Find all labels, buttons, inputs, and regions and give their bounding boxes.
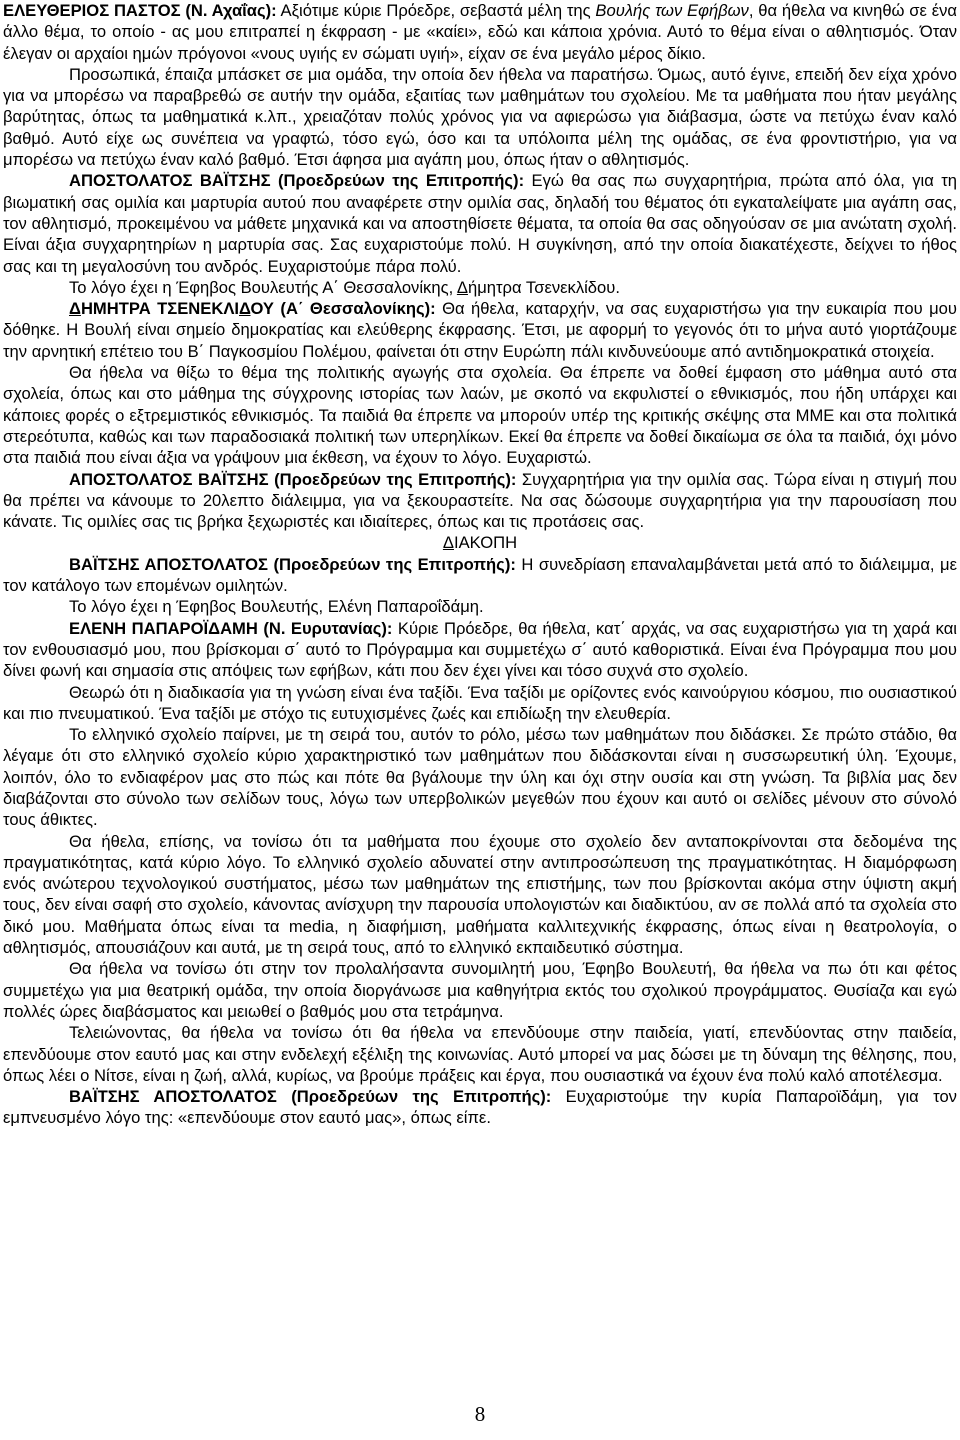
- speaker-name: ΑΠΟΣΤΟΛΑΤΟΣ ΒΑΪΤΣΗΣ (Προεδρεύων της Επιτροπής):: [69, 469, 517, 489]
- speaker-name: ΒΑΪΤΣΗΣ ΑΠΟΣΤΟΛΑΤΟΣ (Προεδρεύων της Επιτροπής):: [69, 1087, 552, 1107]
- text-run: Δ: [442, 533, 454, 553]
- page-number: 8: [474, 1402, 486, 1426]
- paragraph: [3, 298, 957, 362]
- text-run: Αξιότιμε κύριε Πρόεδρε, σεβαστά μέλη της: [276, 1, 596, 20]
- speaker-name: ΗΜΗΤΡΑ ΤΣΕΝΕΚΛΙ: [80, 299, 239, 319]
- text-run: Εγώ θα σας πω συγχαρητήρια, πρώτα από όλα, για τη βιωματική σας ομιλία και μαρτυρία αυτού που αναφέρετε στην ομιλία σας, δηλαδή του θέματος ότι εγκαταλείψατε μια αγάπη σας, τον αθλητισμό, προκειμένου να μάθετε μηχανικά και να αποστηθίσετε θέματα, τα οποία θα σας οδηγούσαν σε μια ανώτατη σχολή. Είναι άξια συγχαρητηρίων η μαρτυρία σας. Σας ευχαριστούμε πολύ. Η συγκίνηση, από την οποία διακατέχεστε, δείχνει το ήθος σας και τη μεγαλοσύνη του ανδρός. Ευχαριστούμε πάρα πολύ.: [3, 171, 958, 276]
- paragraph: [3, 958, 957, 1022]
- text-run: ήμητρα Τσενεκλίδου.: [467, 277, 620, 297]
- text-run: Τελειώνοντας, θα ήθελα να τονίσω ότι θα ήθελα να επενδύουμε στην παιδεία, γιατί, επενδύοντας στην παιδεία, επενδύουμε στον εαυτό μας και στην ενδελεχή εξέλιξη της κοινωνίας. Αυτό μπορεί να μας δώσει με τη δύναμη της θέλησης, που, όπως λέει ο Νίτσε, είναι η ζωή, αλλά, κυρίως, να βρούμε πράξεις και έργα, που ουσιαστικά να έχουν ένα πολύ καλό αποτέλεσμα.: [3, 1023, 957, 1085]
- speaker-name: ΕΛΕΥΘΕΡΙΟΣ ΠΑΣΤΟΣ (Ν. Αχαΐας):: [3, 1, 277, 20]
- section-break-heading: [3, 532, 957, 553]
- text-run: Θα ήθελα, καταρχήν, να σας ευχαριστήσω για την ευκαιρία που μου δόθηκε. Η Βουλή είναι σημείο δημοκρατίας και ελεύθερης έκφρασης. Έτσι, με αφορμή το γεγονός ότι το μήνα αυτό γιορτάζουμε την αρνητική επέτειο του Β΄ Παγκοσμίου Πολέμου, φαίνεται ότι στην Ευρώπη πάλι κινδυνεύουμε από αντιδημοκρατικά στοιχεία.: [3, 299, 957, 361]
- text-run: Δ: [456, 277, 468, 297]
- speaker-name: ΒΑΪΤΣΗΣ ΑΠΟΣΤΟΛΑΤΟΣ (Προεδρεύων της Επιτροπής):: [69, 554, 516, 574]
- paragraph: [3, 596, 957, 617]
- speaker-name: Δ: [239, 299, 251, 319]
- text-run: Συγχαρητήρια για την ομιλία σας. Τώρα είναι η στιγμή που θα πρέπει να κάνουμε το 20λεπτο διάλειμμα, για να ξεκουραστείτε. Να σας δώσουμε συγχαρητήρια για την παρουσίαση που κάνατε. Τις ομιλίες σας τις βρήκα ξεχωριστές και ιδιαίτερες, όπως και τις προτάσεις σας.: [3, 469, 957, 532]
- text-run: Το λόγο έχει η Έφηβος Βουλευτής, Ελένη Παπαροΐδάμη.: [69, 597, 484, 617]
- speaker-name: ΟΥ (Α΄ Θεσσαλονίκης):: [250, 299, 436, 319]
- paragraph: [3, 618, 957, 682]
- text-run: Η συνεδρίαση επαναλαμβάνεται μετά από το διάλειμμα, με τον κατάλογο των επομένων ομιλητών.: [3, 554, 957, 596]
- speaker-name: Δ: [69, 299, 81, 319]
- text-run: ΙΑΚΟΠΗ: [453, 533, 518, 553]
- paragraph: [3, 724, 957, 830]
- text-run: Θα ήθελα να τονίσω ότι στην τον προλαλήσαντα συνομιλητή μου, Έφηβο Βουλευτή, θα ήθελα να πω ότι και φέτος συμμετέχω για μια θεατρική ομάδα, την οποία διοργάνωσε μια καθηγήτρια εκτός του σχολικού προγράμματος. Θυσίαζα και εγώ πολλές ώρες διαβάσματος και μειωθεί ο βαθμός μου στα τετράμηνα.: [3, 959, 957, 1021]
- paragraph: [3, 170, 957, 276]
- speaker-name: ΑΠΟΣΤΟΛΑΤΟΣ ΒΑΪΤΣΗΣ (Προεδρεύων της Επιτροπής):: [69, 171, 525, 191]
- text-run: Προσωπικά, έπαιζα μπάσκετ σε μια ομάδα, την οποία δεν ήθελα να παρατήσω. Όμως, αυτό έγινε, επειδή δεν είχα χρόνο για να μπορέσω να παραβρεθώ σε αυτήν την ομάδα, εξαιτίας των μαθημάτων του σχολείου. Με τα μαθήματα που ήταν μεγάλης βαρύτητας, όπως τα μαθηματικά κ.λπ., χρειαζόταν πολύς χρόνος για να αφιερώσω για διάβασμα, ώστε να πετύχω έναν καλό βαθμό. Αυτό είχε ως συνέπεια να γραφτώ, τόσο εγώ, όσο και τα υπόλοιπα μέλη της ομάδας, σε ένα φροντιστήριο, για να μπορέσω να πετύχω έναν καλό βαθμό. Έτσι άφησα μια αγάπη μου, όπως ήταν ο αθλητισμός.: [3, 64, 957, 170]
- speaker-name: ΕΛΕΝΗ ΠΑΠΑΡΟΪΔΑΜΗ (Ν. Ευρυτανίας):: [69, 618, 393, 638]
- paragraph: [3, 831, 957, 959]
- paragraph: [3, 0, 957, 64]
- document-body: [3, 0, 957, 1129]
- text-run: , θα ήθελα να κινηθώ σε ένα άλλο θέμα, το οποίο - ας μου επιτραπεί η έκφραση - με «καίει», εδώ και κάποια χρόνια. Αυτό το θέμα είναι ο αθλητισμός. Όταν έλεγαν οι αρχαίοι ημών πρόγονοι «νους υγιής εν σώματι υγιή», είχαν σε ένα μεγάλο μέρος δίκιο.: [3, 1, 957, 63]
- text-run: Το ελληνικό σχολείο παίρνει, με τη σειρά του, αυτόν το ρόλο, μέσω των μαθημάτων που διδάσκει. Σε πρώτο στάδιο, θα λέγαμε ότι στο ελληνικό σχολείο κύριο χαρακτηριστικό των μαθημάτων που διδάσκονται είναι η συσσωρευτική ύλη. Έχουμε, λοιπόν, όλο το ενδιαφέρον μας στο πώς και πότε θα βγάλουμε την ύλη και όχι στην ουσία και στη γνώση. Τα βιβλία μας δεν διαβάζονται στο σύνολο των σελίδων τους, λόγω των υπερβολικών μεγεθών που έχουν και αυτό οι σελίδες μένουν στο σύνολό τους άθικτες.: [3, 725, 957, 830]
- paragraph: [3, 682, 957, 725]
- paragraph: [3, 362, 957, 468]
- text-run: Το λόγο έχει η Έφηβος Βουλευτής Α΄ Θεσσαλονίκης,: [69, 277, 457, 297]
- text-run: Ευχαριστούμε την κυρία Παπαροϊδάμη, για τον εμπνευσμένο λόγο της: «επενδύουμε στον εαυτό μας», όπως είπε.: [3, 1087, 957, 1128]
- paragraph: [3, 1086, 957, 1129]
- text-run: Θεωρώ ότι η διαδικασία για τη γνώση είναι ένα ταξίδι. Ένα ταξίδι με ορίζοντες ενός καινούργιου κόσμου, πιο ουσιαστικού και πιο πνευματικού. Ένα ταξίδι με στόχο τις ευτυχισμένες ζωές και επιδίωξη την ελευθερία.: [3, 682, 957, 723]
- text-run: Βουλής των Εφήβων: [595, 1, 749, 20]
- text-run: Κύριε Πρόεδρε, θα ήθελα, κατ΄ αρχάς, να σας ευχαριστήσω για τη χαρά και τον ενθουσιασμό μου, που βρίσκομαι σ΄ αυτό το Πρόγραμμα και συμμετέχω σ΄ αυτό καθοριστικά. Είναι ένα Πρόγραμμα που μου δίνει φωνή και σημασία στις απόψεις των εφήβων, κάτι που δεν έχει γίνει και τόσο συχνά στο σχολείο.: [3, 618, 957, 681]
- paragraph: [3, 1022, 957, 1086]
- text-run: Θα ήθελα, επίσης, να τονίσω ότι τα μαθήματα που έχουμε στο σχολείο δεν ανταποκρίνονται στα δεδομένα της πραγματικότητας, κατά κύριο λόγο. Το ελληνικό σχολείο αδυνατεί στην αντιπροσώπευση της πραγματικότητας. Η διαμόρφωση ενός ανώτερου τεχνολογικού συστήματος, μέσω των μαθημάτων της επιστήμης, των που βρίσκονται ακόμα στην ύψιστη ακμή τους, δεν είναι σαφή στο σχολείο, κάνοντας ανίσχυρη την παρουσία υπολογιστών και διαδικτύου, αν σε πολλά από τα σχολεία στο δικό μου. Μαθήματα όπως είναι τα media, η διαφήμιση, μαθήματα καλλιτεχνικής έκφρασης, όπως είναι η θεατρολογία, ο αθλητισμός, απουσιάζουν και αυτά, με τη σειρά τους, από το ελληνικό εκπαιδευτικό σύστημα.: [3, 831, 957, 958]
- paragraph: [3, 554, 957, 597]
- paragraph: [3, 277, 957, 298]
- text-run: Θα ήθελα να θίξω το θέμα της πολιτικής αγωγής στα σχολεία. Θα έπρεπε να δοθεί έμφαση στο μάθημα αυτό στα σχολεία, όπως και στο μάθημα της σύγχρονης ιστορίας των λαών, με σκοπό να εκφυλιστεί ο εθνικισμός, που ήδη υπάρχει και κάποιες φορές ο εξτρεμιστικός εθνικισμός. Τα παιδιά θα έπρεπε να μπορούν υπέρ της κριτικής σκέψης στα ΜΜΕ και στα πολιτικά στερεότυπα, καθώς και των παραδοσιακά πολιτική των υπερηλίκων. Εκεί θα έπρεπε να δοθεί δικαίωμα σε όλα τα παιδιά, όχι μόνο στα παιδιά που είναι άξια να γράψουν μια έκθεση, να έχουν το λόγο. Ευχαριστώ.: [3, 363, 957, 468]
- paragraph: [3, 64, 957, 170]
- paragraph: [3, 469, 957, 533]
